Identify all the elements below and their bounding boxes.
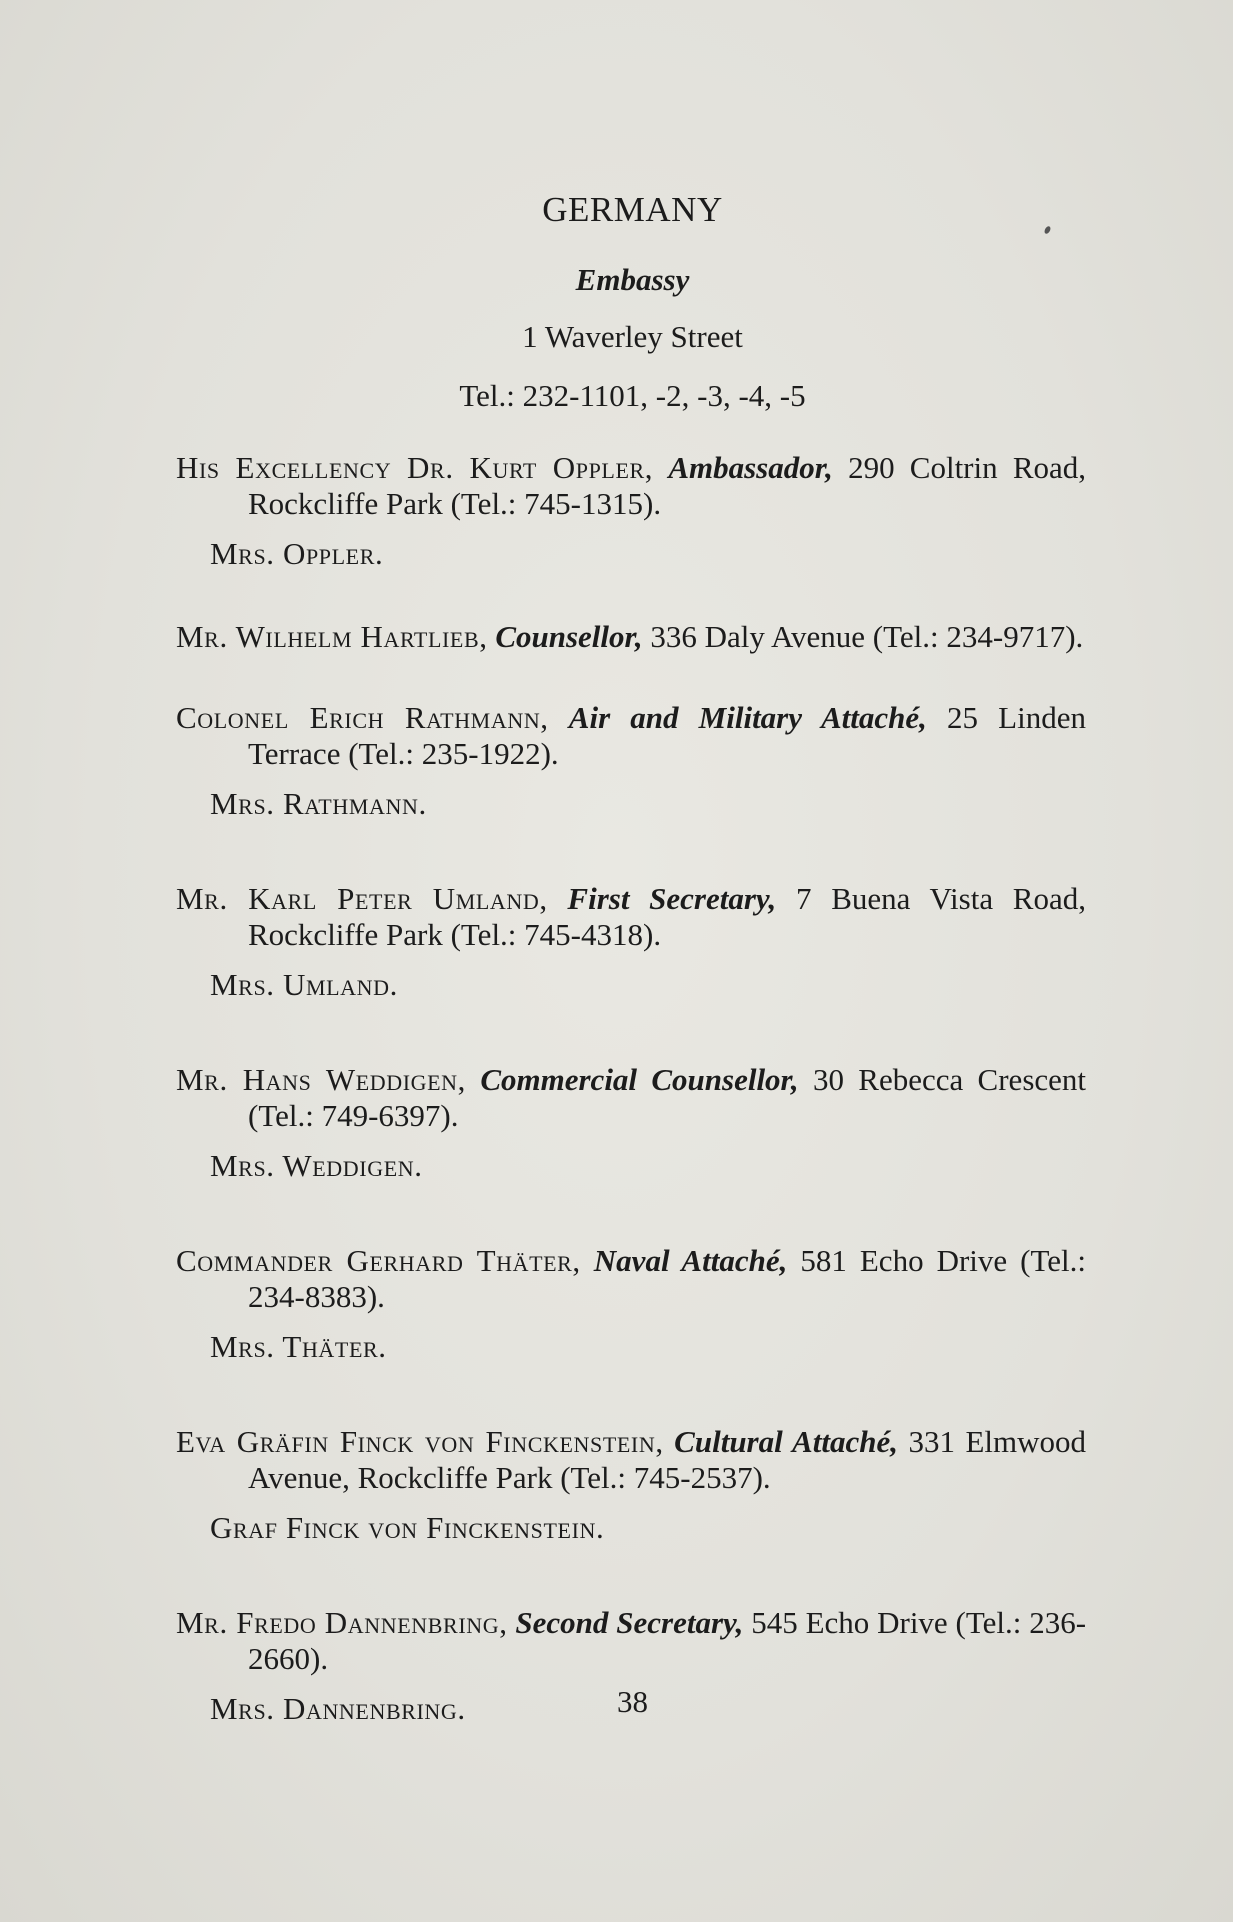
spouse-name: Mrs. Oppler. (210, 536, 384, 571)
spouse-name: Graf Finck von Finckenstein. (210, 1510, 605, 1545)
entry-text (176, 700, 1086, 772)
person-title: Ambassador, (668, 450, 833, 485)
section-heading: Embassy (575, 262, 690, 297)
country-heading: GERMANY (542, 190, 723, 229)
person-title: Second Secretary, (515, 1605, 744, 1640)
spouse-name: Mrs. Weddigen. (210, 1148, 423, 1183)
spouse-name: Mrs. Thäter. (210, 1329, 387, 1364)
entry-text (176, 1243, 1086, 1315)
person-title: First Secretary, (567, 881, 777, 916)
staff-entry (176, 881, 1086, 1003)
person-title: Air and Military Attaché, (568, 700, 927, 735)
staff-entry (176, 700, 1086, 822)
page-number: 38 (617, 1684, 648, 1719)
entry-text (176, 619, 1086, 655)
person-name: Mr. Karl Peter Umland, (176, 881, 548, 916)
spouse-name: Mrs. Umland. (210, 967, 398, 1002)
person-title: Naval Attaché, (593, 1243, 788, 1278)
embassy-telephone: Tel.: 232-1101, -2, -3, -4, -5 (459, 378, 806, 413)
staff-entry (176, 1062, 1086, 1184)
person-title: Commercial Counsellor, (480, 1062, 799, 1097)
person-details: 545 Echo Drive (Tel.: 236-2660). (248, 1605, 1087, 1676)
staff-entry (176, 1243, 1086, 1365)
person-name: Mr. Hans Weddigen, (176, 1062, 467, 1097)
person-details: 331 Elmwood Avenue, Rockcliffe Park (Tel.: 745-2537). (248, 1424, 1086, 1495)
person-details: 581 Echo Drive (Tel.: 234-8383). (248, 1243, 1087, 1314)
person-name: Mr. Fredo Dannenbring, (176, 1605, 508, 1640)
person-name: Commander Gerhard Thäter, (176, 1243, 581, 1278)
embassy-address: 1 Waverley Street (522, 319, 743, 354)
spouse-name: Mrs. Rathmann. (210, 786, 427, 821)
staff-entry (176, 619, 1086, 655)
entry-text (176, 1605, 1086, 1677)
person-name: Colonel Erich Rathmann, (176, 700, 549, 735)
spouse-name: Mrs. Dannenbring. (210, 1691, 466, 1726)
entry-text (176, 1424, 1086, 1496)
person-title: Cultural Attaché, (674, 1424, 898, 1459)
person-details: 290 Coltrin Road, Rockcliffe Park (Tel.: 745-1315). (248, 450, 1087, 521)
person-details: 7 Buena Vista Road, Rockcliffe Park (Tel.: 745-4318). (248, 881, 1086, 952)
person-name: Mr. Wilhelm Hartlieb, (176, 619, 488, 654)
person-details: 25 Linden Terrace (Tel.: 235-1922). (248, 700, 1086, 771)
entry-text (176, 881, 1086, 953)
entry-text (176, 1062, 1086, 1134)
staff-entry (176, 450, 1086, 572)
person-title: Counsellor, (495, 619, 643, 654)
person-name: Eva Gräfin Finck von Finckenstein, (176, 1424, 664, 1459)
person-name: His Excellency Dr. Kurt Oppler, (176, 450, 654, 485)
staff-list (176, 450, 1086, 1727)
person-details: 30 Rebecca Crescent (Tel.: 749-6397). (248, 1062, 1087, 1133)
person-details: 336 Daly Avenue (Tel.: 234-9717). (650, 619, 1084, 654)
staff-entry (176, 1424, 1086, 1546)
entry-text (176, 450, 1086, 522)
